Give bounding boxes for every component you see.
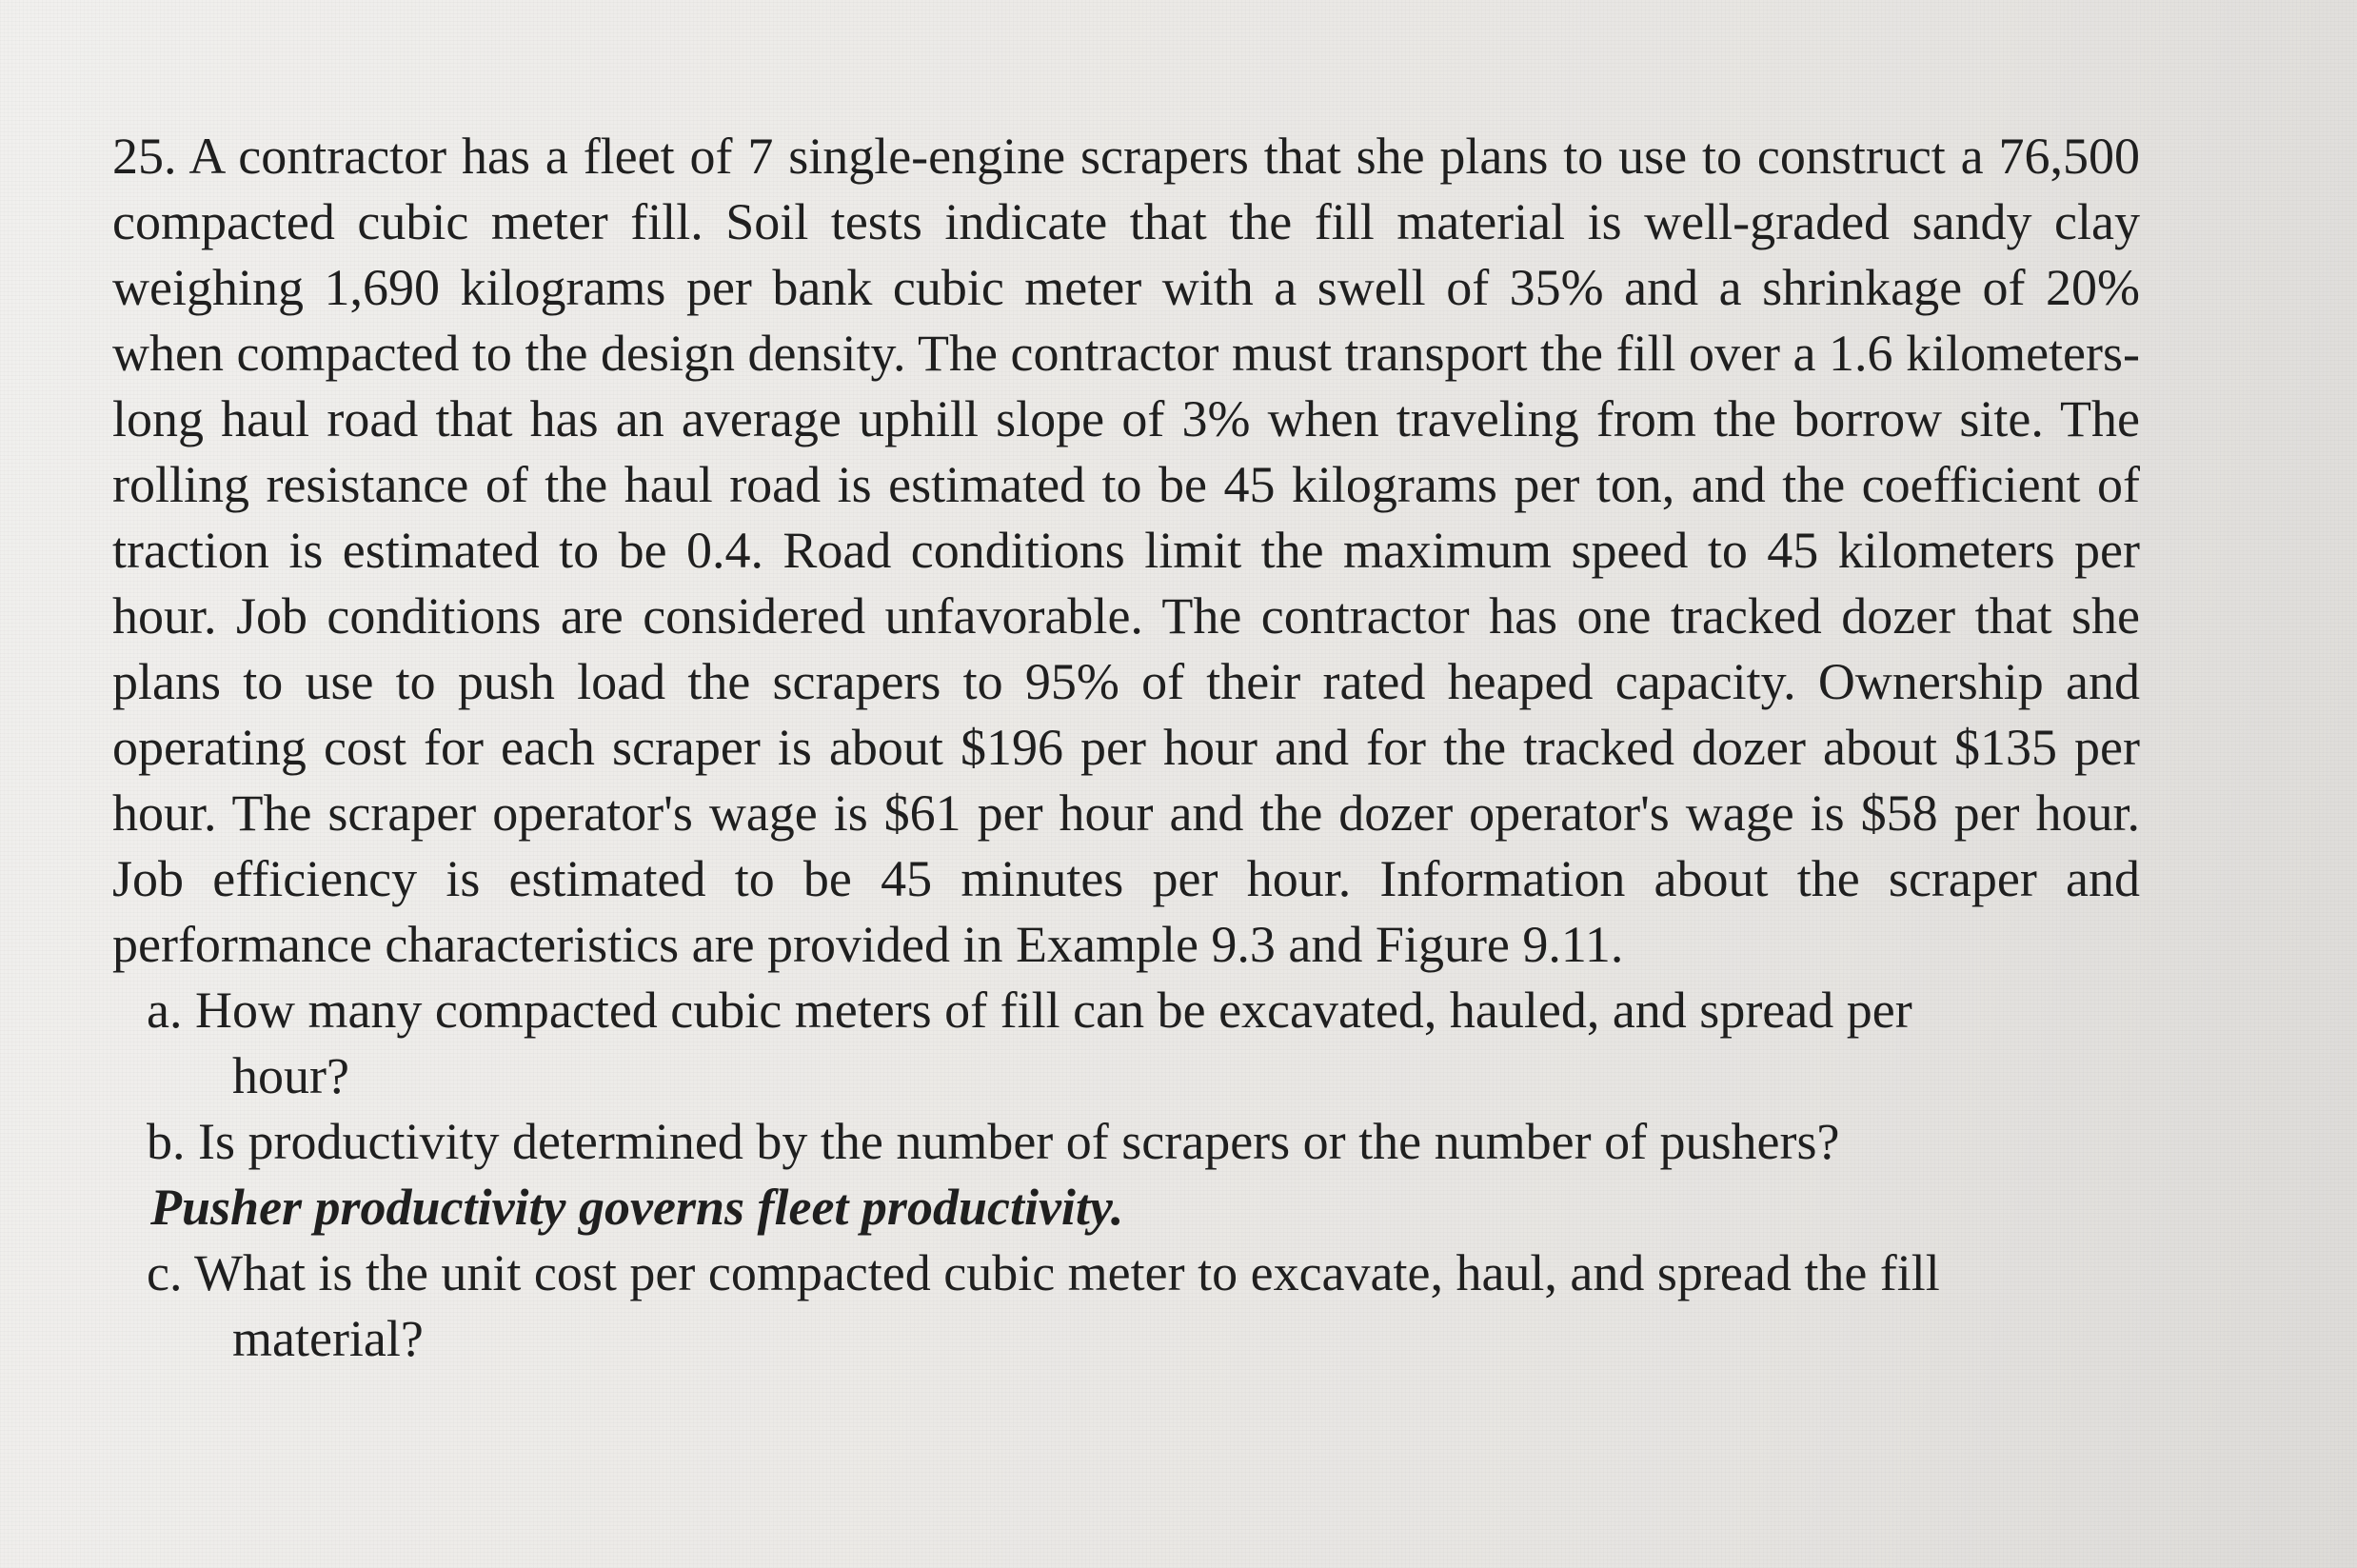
part-b-answer: Pusher productivity governs fleet productivity. <box>150 1179 1124 1236</box>
part-c-line2: material? <box>232 1310 424 1367</box>
part-c <box>112 1241 2140 1372</box>
part-a <box>112 978 2140 1109</box>
part-a-line1: a. How many compacted cubic meters of fill can be excavated, hauled, and spread per <box>147 982 1912 1039</box>
part-a-line2: hour? <box>232 1047 349 1104</box>
problem-stem: 25. A contractor has a fleet of 7 single-engine scrapers that she plans to use to construct a 76,500 compacted cubic meter fill. Soil tests indicate that the fill material is well-graded sandy clay weighing 1,690 kilograms per bank cubic meter with a swell of 35% and a shrinkage of 20% when compacted to the design density. The contractor must transport the fill over a 1.6 kilometers-long haul road that has an average uphill slope of 3% when traveling from the borrow site. The rolling resistance of the haul road is estimated to be 45 kilograms per ton, and the coefficient of traction is estimated to be 0.4. Road conditions limit the maximum speed to 45 kilometers per hour. Job conditions are considered unfavorable. The contractor has one tracked dozer that she plans to use to push load the scrapers to 95% of their rated heaped capacity. Ownership and operating cost for each scraper is about $196 per hour and for the tracked dozer about $135 per hour. The scraper operator's wage is $61 per hour and the dozer operator's wage is $58 per hour. Job efficiency is estimated to be 45 minutes per hour. Information about the scraper and performance characteristics are provided in Example 9.3 and Figure 9.11. <box>112 128 2140 973</box>
problem-25 <box>112 124 2140 1372</box>
part-b: b. Is productivity determined by the number of scrapers or the number of pushers? <box>147 1113 1840 1170</box>
part-c-line1: c. What is the unit cost per compacted cubic meter to excavate, haul, and spread the fill <box>147 1244 1940 1301</box>
